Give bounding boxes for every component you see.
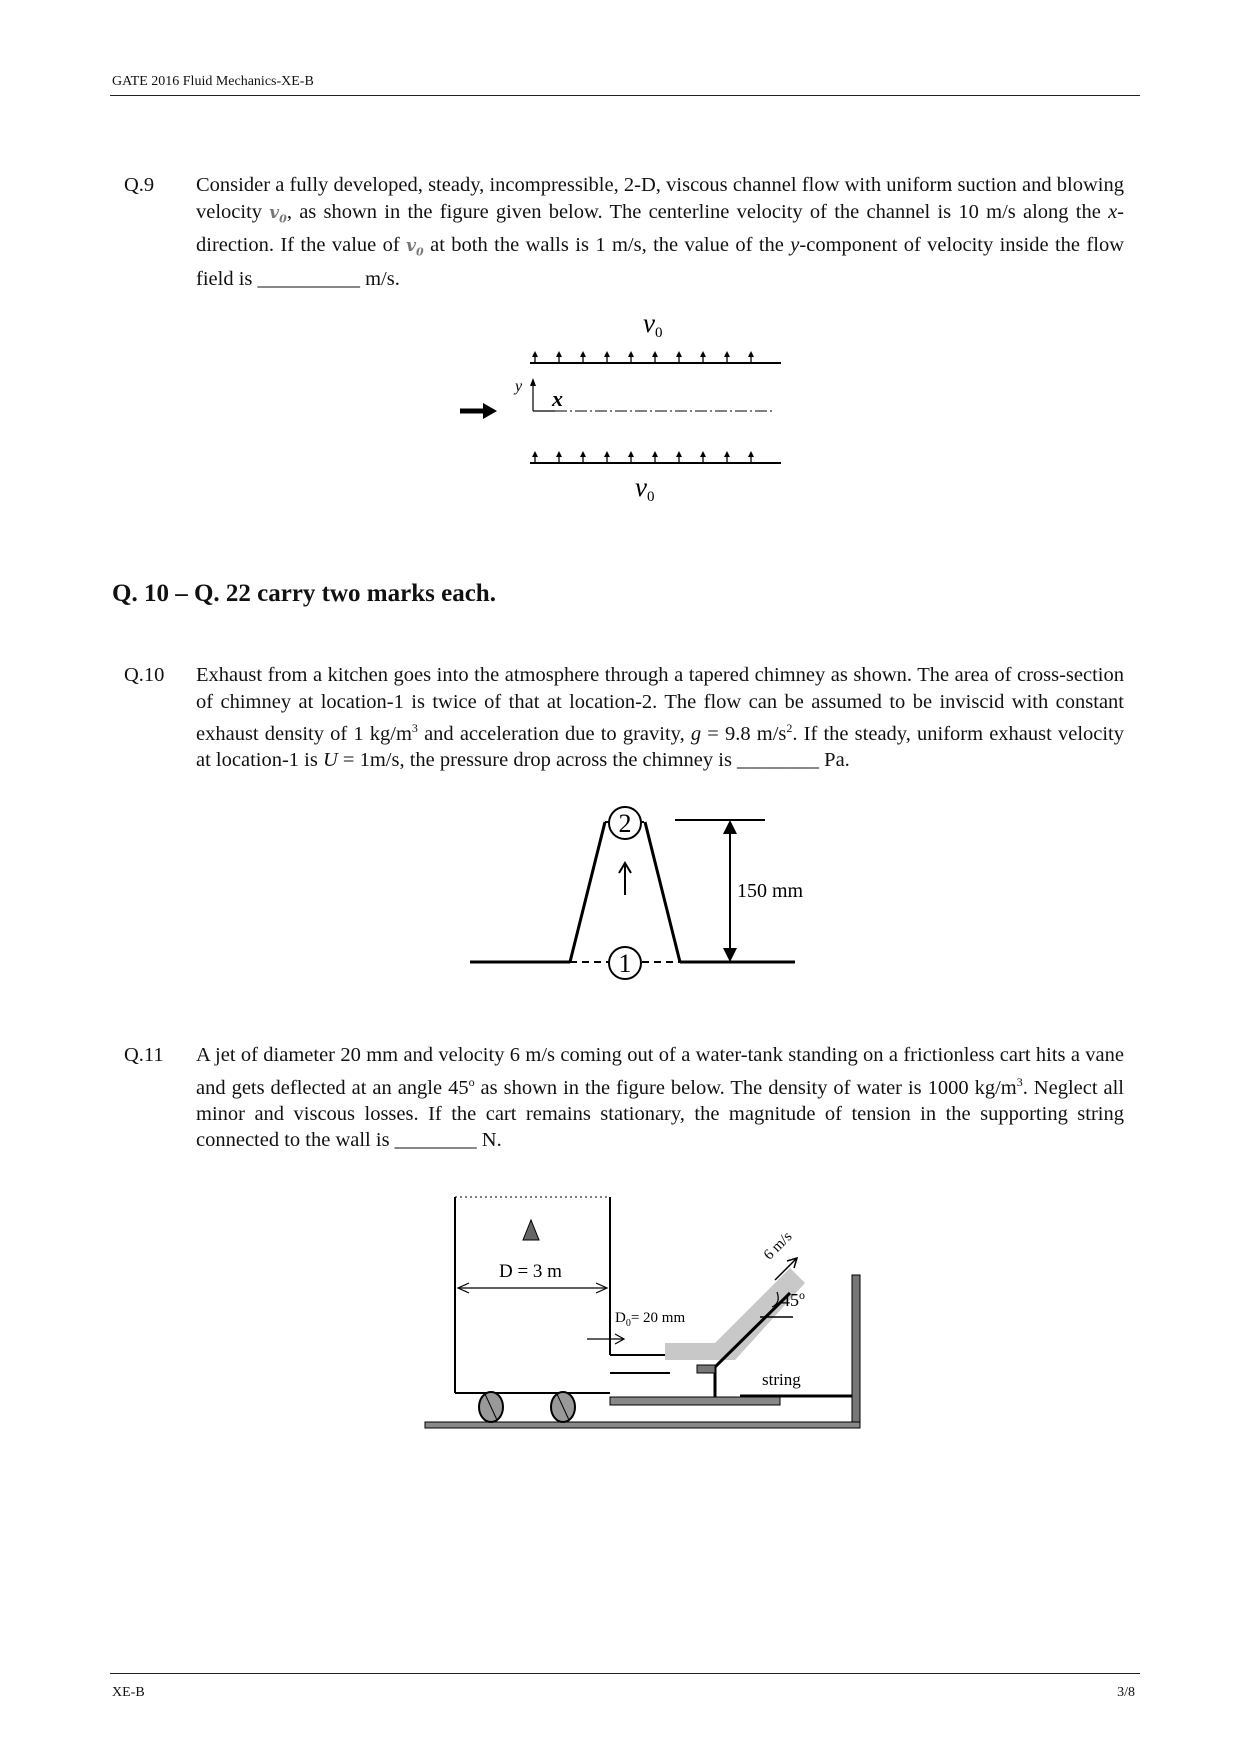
wall-arrowhead-icon <box>652 351 658 357</box>
wall-arrowhead-icon <box>748 451 754 457</box>
location-1-label: 1 <box>618 949 632 978</box>
y-axis-arrowhead <box>530 378 536 386</box>
wall-arrowhead-icon <box>652 451 658 457</box>
height-label: 150 mm <box>737 880 804 902</box>
footer-rule <box>110 1673 1140 1674</box>
wall-arrowhead-icon <box>556 451 562 457</box>
wall-arrowhead-icon <box>580 451 586 457</box>
question-9 <box>124 172 1124 293</box>
page-header: GATE 2016 Fluid Mechanics-XE-B <box>112 74 314 89</box>
wall-arrowhead-icon <box>724 351 730 357</box>
wall-arrowhead-icon <box>628 451 634 457</box>
header-rule <box>110 95 1140 96</box>
section-heading: Q. 10 – Q. 22 carry two marks each. <box>112 580 496 607</box>
water-level-marker-icon <box>523 1220 539 1240</box>
question-number: Q.11 <box>124 1044 164 1066</box>
y-axis-label: y <box>515 378 523 395</box>
wall-arrowhead-icon <box>604 451 610 457</box>
vane-block <box>697 1365 715 1373</box>
question-text: Consider a fully developed, steady, incompressible, 2-D, viscous channel flow with uniform suction and blowing velocity $v_0$, as shown in the figure given below. The centerline velocity of the channel is 10 m/s along the x-direction. If the value of $v_0$ at both the walls is 1 m/s, the value of the y-component of velocity inside the flow field is __________ m/s. <box>196 174 1124 291</box>
page-number: 3/8 <box>1117 1685 1135 1700</box>
wall-arrowhead-icon <box>628 351 634 357</box>
wall-arrowhead-icon <box>556 351 562 357</box>
question-number: Q.9 <box>124 174 155 196</box>
wall-arrowhead-icon <box>604 351 610 357</box>
v0-symbol: $v_0$ <box>269 202 287 225</box>
wall-arrowhead-icon <box>700 351 706 357</box>
question-text: A jet of diameter 20 mm and velocity 6 m/s coming out of a water-tank standing on a frictionless cart hits a vane and gets deflected at an angle 45$^o$ as shown in the figure below. The density of water is 1000 $kg/m^3$. Neglect all minor and viscous losses. If the cart remains stationary, the magnitude of tension in the supporting string connected to the wall is ________ N. <box>196 1044 1125 1152</box>
vane-deflector <box>715 1293 790 1367</box>
top-suction-arrows <box>532 351 754 363</box>
wall-arrowhead-icon <box>676 451 682 457</box>
wall-arrowhead-icon <box>748 351 754 357</box>
nozzle-diameter-label: $D_0= 20$ mm <box>615 1310 686 1329</box>
tank-diameter-label: D = 3 m <box>499 1261 562 1282</box>
inflow-arrow-icon <box>483 403 497 419</box>
wall-arrowhead-icon <box>700 451 706 457</box>
bottom-v0-label: v0 <box>635 472 655 505</box>
chimney-figure <box>465 800 810 1000</box>
question-11 <box>124 1042 1124 1154</box>
wall <box>852 1275 860 1425</box>
question-number: Q.10 <box>124 664 165 686</box>
question-text: Exhaust from a kitchen goes into the atmosphere through a tapered chimney as shown. The area of cross-section of chimney at location-1 is twice of that at location-2. The flow can be assumed to be inviscid with constant exhaust density of 1 $kg/m^3$ and acceleration due to gravity, g = 9.8 $m/s^2$. If the steady, uniform exhaust velocity at location-1 is U = 1m/s, the pressure drop across the chimney is ________ Pa. <box>196 664 1125 772</box>
wall-arrowhead-icon <box>580 351 586 357</box>
string-label: string <box>762 1370 801 1389</box>
question-10 <box>124 662 1124 774</box>
wall-arrowhead-icon <box>532 451 538 457</box>
bottom-blowing-arrows <box>532 451 754 463</box>
cart-jet-figure <box>415 1185 905 1440</box>
deflection-angle-label: 45$^o$ <box>781 1288 805 1310</box>
wall-arrowhead-icon <box>532 351 538 357</box>
vane-platform <box>610 1397 780 1405</box>
footer-left: XE-B <box>112 1685 145 1700</box>
v0-symbol: $v_0$ <box>406 236 424 259</box>
chimney-right-wall <box>645 822 680 962</box>
dimension-arrow-bottom <box>723 948 737 962</box>
exit-velocity-label: 6 m/s <box>760 1228 796 1264</box>
channel-flow-figure <box>455 308 795 508</box>
top-v0-label: v0 <box>643 308 663 341</box>
location-2-label: 2 <box>618 809 632 838</box>
x-axis-label: x <box>552 386 563 411</box>
wall-arrowhead-icon <box>724 451 730 457</box>
chimney-left-wall <box>570 822 605 962</box>
wall-arrowhead-icon <box>676 351 682 357</box>
dimension-arrow-top <box>723 820 737 834</box>
